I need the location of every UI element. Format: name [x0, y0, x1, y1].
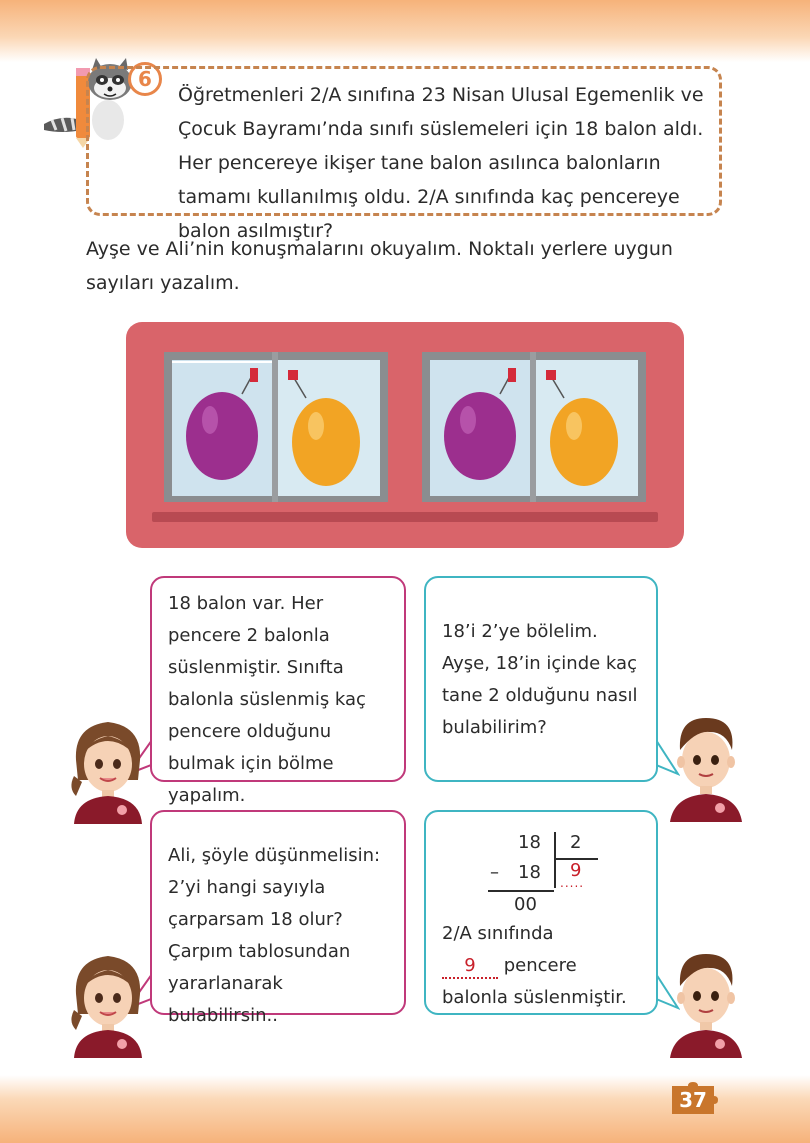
- remainder: 00: [514, 894, 537, 915]
- ali-boy-avatar-icon: [666, 946, 746, 1058]
- answer-blank[interactable]: 9: [442, 955, 498, 979]
- subtrahend: 18: [518, 862, 541, 883]
- division-subtract-line: [488, 890, 554, 892]
- speech-bubble-ayse-1: [150, 576, 406, 806]
- top-decor-band: [0, 0, 810, 62]
- ali-answer-line-2: [442, 950, 640, 1014]
- windows-with-balloons-illustration: [126, 322, 684, 548]
- speech-bubble-ali-1: [424, 576, 658, 782]
- ayse-girl-avatar-icon: [68, 716, 148, 824]
- question-text: Öğretmenleri 2/A sınıfına 23 Nisan Ulusal Egemenlik ve Çocuk Bayramı’nda sınıfı süslemeleri için 18 balon aldı. Her pencereye ikişer tane balon asılınca balonların tamamı kullanılmış oldu. 2/A sınıfında kaç pencereye balon asılmıştır?: [178, 84, 704, 242]
- ali-boy-avatar-icon: [666, 710, 746, 822]
- dividend: 18: [518, 832, 541, 853]
- long-division: [488, 828, 608, 920]
- speech-bubble-ayse-2: [150, 810, 406, 1026]
- page-number: 37: [679, 1088, 707, 1112]
- answer-text: pencere balonla süslenmiştir.: [442, 955, 627, 1008]
- ayse-girl-avatar-icon: [68, 950, 148, 1058]
- bubble-text: 18 balon var. Her pencere 2 balonla süslenmiştir. Sınıfta balonla süslenmiş kaç pencere olduğunu bulmak için bölme yapalım.: [168, 593, 366, 806]
- ali-answer-line-1: 2/A sınıfında: [442, 923, 554, 944]
- page-number-badge: [668, 1082, 718, 1118]
- question-number-badge: 6: [128, 62, 162, 96]
- quotient[interactable]: 9: [570, 860, 582, 881]
- quotient-dots: .....: [560, 876, 585, 890]
- bubble-text: 18’i 2’ye bölelim. Ayşe, 18’in içinde kaç tane 2 olduğunu nasıl bulabilirim?: [442, 621, 638, 738]
- minus-sign: –: [490, 862, 499, 883]
- instruction-text: Ayşe ve Ali’nin konuşmalarını okuyalım. Noktalı yerlere uygun sayıları yazalım.: [86, 238, 673, 294]
- division-divisor-line: [554, 858, 598, 860]
- divisor: 2: [570, 832, 582, 853]
- division-vertical-line: [554, 832, 556, 888]
- bubble-text: Ali, şöyle düşünmelisin: 2’yi hangi sayıyla çarparsam 18 olur? Çarpım tablosundan yararlanarak bulabilirsin..: [168, 845, 381, 1026]
